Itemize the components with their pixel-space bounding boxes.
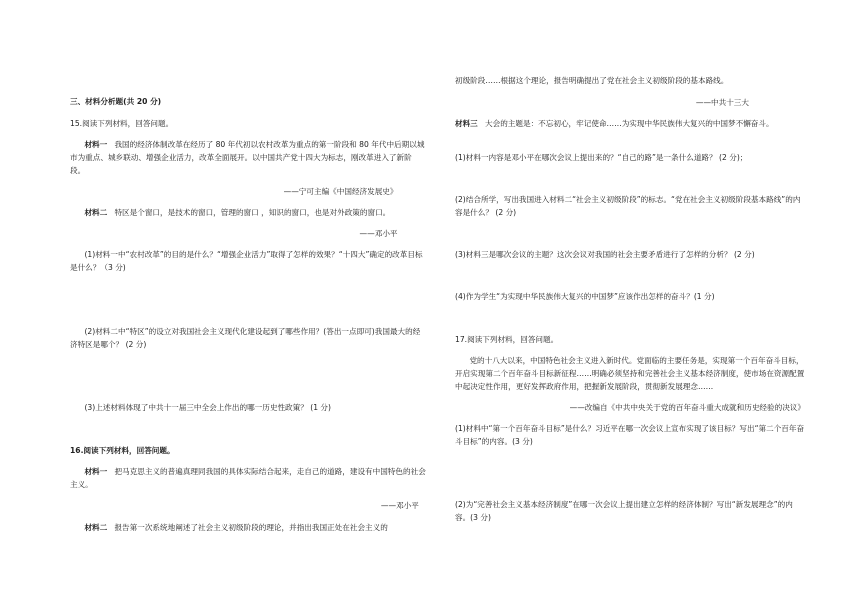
q15-m2-source: ——邓小平: [359, 229, 398, 238]
q16-m2-label: 材料二: [84, 523, 108, 532]
q16-m1-source: ——邓小平: [380, 501, 419, 510]
q15-material-2: [70, 207, 426, 220]
q15-m1-source: ——宁可主编《中国经济发展史》: [283, 187, 398, 196]
q15-question-2: (2)材料二中“特区”的设立对我国社会主义现代化建设起到了哪些作用？(答出一点即可)我国最大的经济特区是哪个？ (2 分): [70, 327, 421, 349]
q16-m2-continued: 初级阶段……根据这个理论，报告明确提出了党在社会主义初级阶段的基本路线。: [455, 76, 729, 85]
q15-question-3: (3)上述材料体现了中共十一届三中全会上作出的哪一历史性政策？ (1 分): [84, 403, 331, 412]
q16-material-3: [455, 118, 805, 131]
q16-m3-label: 材料三: [455, 119, 478, 128]
q16-m2-source: ——中共十三大: [695, 98, 749, 107]
q17-question-1: (1)材料中“第一个百年奋斗目标”是什么？习近平在哪一次会议上宣布实现了该目标？写出“第二个百年奋斗目标”的内容。(3 分): [455, 424, 805, 446]
q15-question-1: (1)材料一中“农村改革”的目的是什么？“增强企业活力”取得了怎样的效果？“十四大”确定的改革目标是什么？（3 分): [70, 250, 423, 272]
q17-source: ——改编自《中共中央关于党的百年奋斗重大成就和历史经验的决议》: [569, 403, 805, 412]
q15-intro: 15.阅读下列材料，回答问题。: [70, 119, 174, 128]
section-title: 三、材料分析题(共 20 分): [70, 97, 162, 106]
q16-question-4: (4)作为学生“为实现中华民族伟大复兴的中国梦”应该作出怎样的奋斗？(1 分): [455, 292, 715, 301]
q15-material-1: [70, 139, 426, 177]
q16-material-1: [70, 466, 426, 492]
q16-m2-text: 报告第一次系统地阐述了社会主义初级阶段的理论，并指出我国正处在社会主义的: [114, 523, 388, 532]
q16-intro: 16.阅读下列材料，回答问题。: [70, 446, 175, 455]
q15-m1-label: 材料一: [84, 140, 108, 149]
q15-m1-text: 我国的经济体制改革在经历了 80 年代初以农村改革为重点的第一阶段和 80 年代中后期以城市为重点、城乡联动、增强企业活力，改革全面展开。以中国共产党十四大为标志，刚改革进入了新阶段。: [70, 140, 425, 175]
q16-question-1: (1)材料一内容是邓小平在哪次会议上提出来的？“自己的路”是一条什么道路？ (2 分)；: [455, 153, 748, 162]
q17-question-2: (2)为“完善社会主义基本经济制度”在哪一次会议上提出建立怎样的经济体制？写出“新发展理念”的内容。(3 分): [455, 500, 793, 522]
q16-question-2: (2)结合所学，写出我国进入材料二“社会主义初级阶段”的标志。“党在社会主义初级阶段基本路线”的内容是什么？ (2 分): [455, 195, 801, 217]
q17-material: 党的十八大以来，中国特色社会主义进入新时代。党面临的主要任务是，实现第一个百年奋斗目标，开启实现第二个百年奋斗目标新征程……明确必须坚持和完善社会主义基本经济制度，使市场在资源配置中起决定性作用，更好发挥政府作用，把握新发展阶段，贯彻新发展理念……: [455, 356, 805, 391]
q15-m2-text: 特区是个窗口，是技术的窗口，管理的窗口 ，知识的窗口，也是对外政策的窗口。: [114, 208, 391, 217]
q17-intro: 17.阅读下列材料，回答问题。: [455, 335, 559, 344]
q16-m1-text: 把马克思主义的普遍真理同我国的具体实际结合起来，走自己的道路，建设有中国特色的社会主义。: [70, 467, 426, 489]
q16-material-2: [70, 522, 426, 535]
q16-question-3: (3)材料三是哪次会议的主题？这次会议对我国的社会主要矛盾进行了怎样的分析？ (2 分): [455, 250, 755, 259]
q16-m3-text: 大会的主题是：不忘初心，牢记使命……为实现中华民族伟大复兴的中国梦不懈奋斗。: [485, 119, 774, 128]
q15-m2-label: 材料二: [84, 208, 108, 217]
q16-m1-label: 材料一: [84, 467, 108, 476]
